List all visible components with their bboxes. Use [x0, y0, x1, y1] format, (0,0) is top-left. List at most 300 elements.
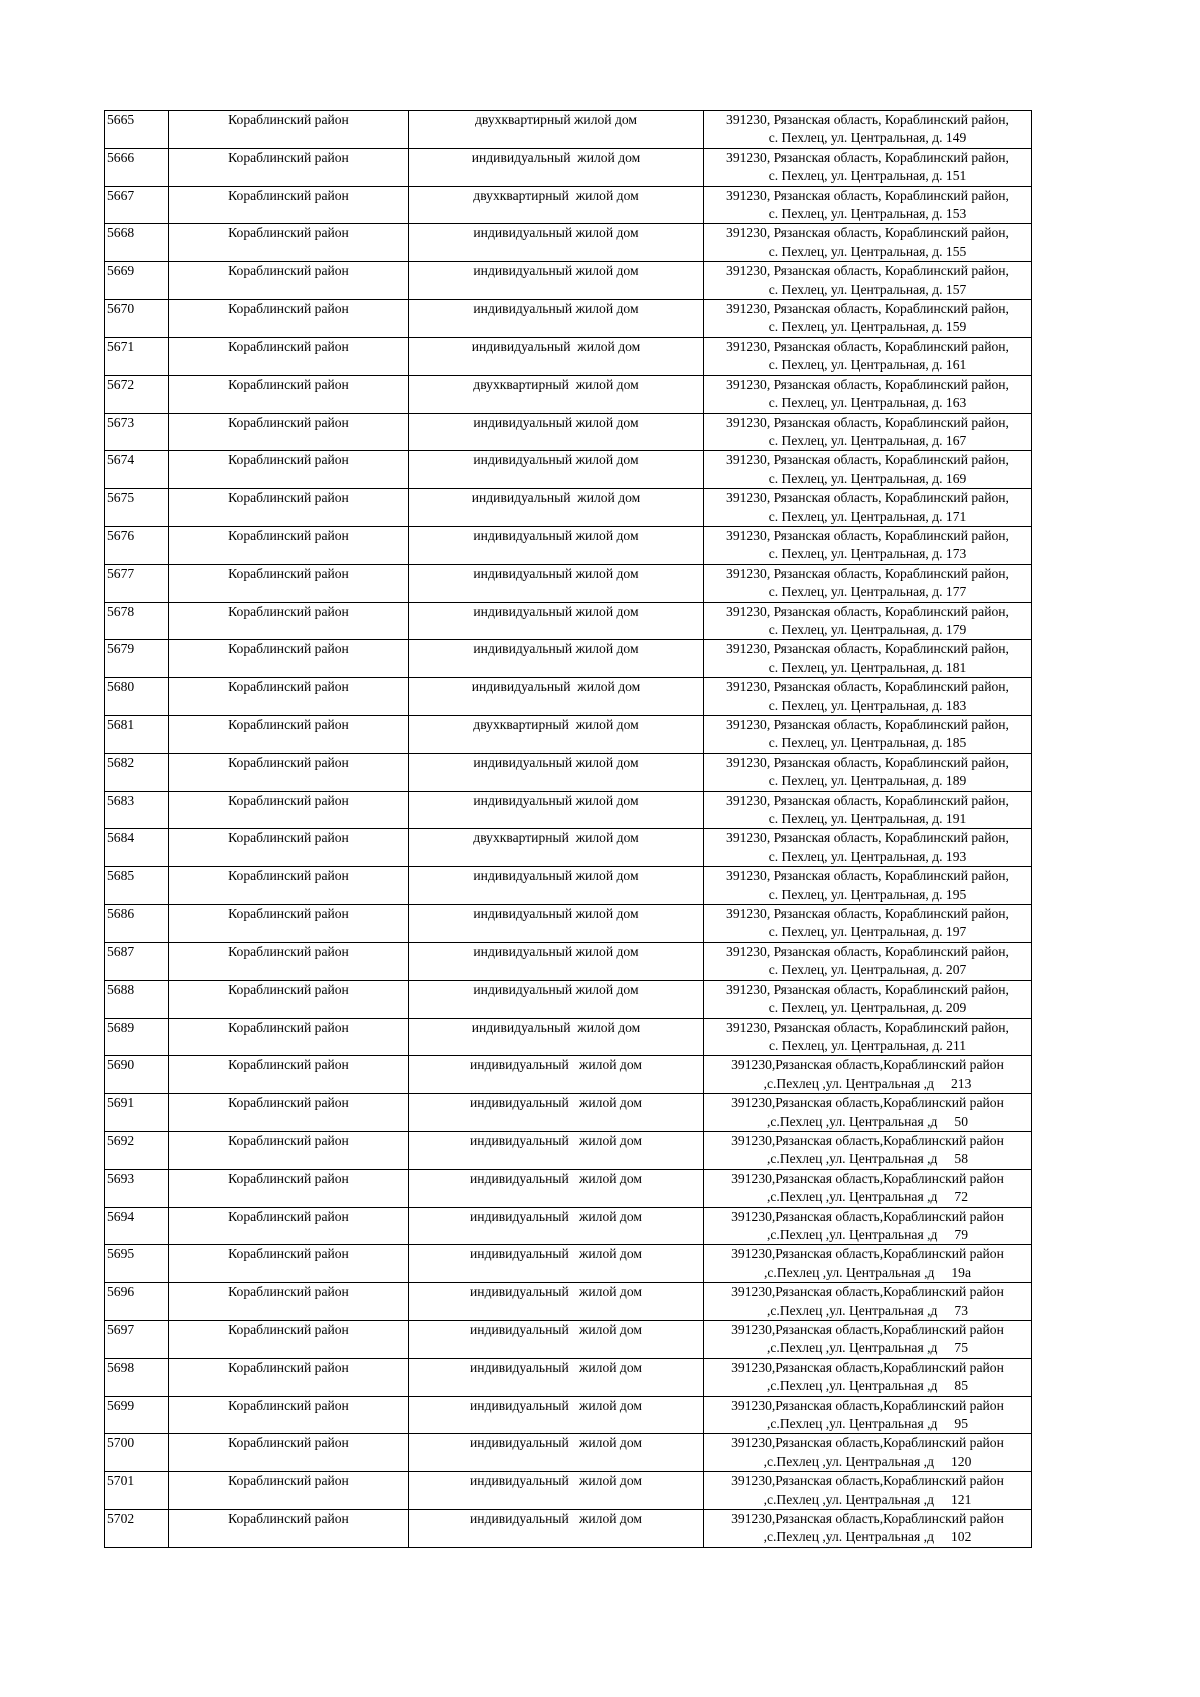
- district-name: Кораблинский район: [228, 490, 349, 506]
- building-type-cell: [409, 867, 704, 905]
- record-number: 5689: [107, 1019, 135, 1035]
- record-number: 5678: [107, 603, 135, 619]
- building-type-cell: [409, 905, 704, 943]
- record-number: 5676: [107, 527, 135, 543]
- address-cell: [704, 300, 1032, 338]
- building-type-cell: [409, 602, 704, 640]
- table-row: [105, 1131, 1032, 1169]
- record-number-cell: [105, 300, 169, 338]
- address-cell: [704, 1056, 1032, 1094]
- record-number-cell: [105, 1131, 169, 1169]
- district-cell: [169, 678, 409, 716]
- district-cell: [169, 980, 409, 1018]
- address-cell: [704, 1510, 1032, 1548]
- district-cell: [169, 640, 409, 678]
- record-number-cell: [105, 1283, 169, 1321]
- record-number: 5699: [107, 1397, 135, 1413]
- address-line-1: 391230, Рязанская область, Кораблинский район,: [726, 452, 1009, 468]
- district-cell: [169, 942, 409, 980]
- address-line-1: 391230, Рязанская область, Кораблинский район,: [726, 187, 1009, 203]
- address-line-1: 391230,Рязанская область,Кораблинский район: [731, 1246, 1004, 1262]
- address-line-2: с. Пехлец, ул. Центральная, д. 173: [768, 546, 967, 562]
- address-cell: [704, 980, 1032, 1018]
- district-name: Кораблинский район: [228, 1208, 349, 1224]
- table-row: [105, 375, 1032, 413]
- record-number-cell: [105, 753, 169, 791]
- record-number-cell: [105, 867, 169, 905]
- district-cell: [169, 564, 409, 602]
- district-name: Кораблинский район: [228, 452, 349, 468]
- record-number-cell: [105, 375, 169, 413]
- building-type: индивидуальный жилой дом: [470, 1435, 642, 1451]
- building-type: двухквартирный жилой дом: [473, 830, 639, 846]
- record-number: 5701: [107, 1473, 135, 1489]
- district-name: Кораблинский район: [228, 1359, 349, 1375]
- district-cell: [169, 602, 409, 640]
- district-name: Кораблинский район: [228, 906, 349, 922]
- table-row: [105, 1056, 1032, 1094]
- address-line-2: с. Пехлец, ул. Центральная, д. 163: [768, 395, 967, 411]
- record-number-cell: [105, 716, 169, 754]
- table-row: [105, 1094, 1032, 1132]
- address-cell: [704, 1472, 1032, 1510]
- address-cell: [704, 148, 1032, 186]
- building-type: индивидуальный жилой дом: [471, 679, 641, 695]
- building-type: индивидуальный жилой дом: [473, 301, 639, 317]
- building-type: индивидуальный жилой дом: [470, 1170, 642, 1186]
- address-cell: [704, 564, 1032, 602]
- table-row: [105, 640, 1032, 678]
- record-number-cell: [105, 1510, 169, 1548]
- record-number: 5691: [107, 1095, 135, 1111]
- address-line-2: с. Пехлец, ул. Центральная, д. 169: [768, 470, 967, 486]
- address-line-1: 391230,Рязанская область,Кораблинский район: [731, 1397, 1004, 1413]
- table-row: [105, 716, 1032, 754]
- record-number: 5692: [107, 1132, 135, 1148]
- district-name: Кораблинский район: [228, 1095, 349, 1111]
- record-number: 5694: [107, 1208, 135, 1224]
- building-type: индивидуальный жилой дом: [470, 1322, 642, 1337]
- address-line-1: 391230,Рязанская область,Кораблинский район: [731, 1208, 1004, 1224]
- district-cell: [169, 1510, 409, 1548]
- record-number: 5683: [107, 792, 135, 808]
- building-type-cell: [409, 1207, 704, 1245]
- address-line-1: 391230, Рязанская область, Кораблинский район,: [726, 1019, 1009, 1035]
- table-row: [105, 262, 1032, 300]
- address-line-2: ,с.Пехлец ,ул. Центральная ,д 79: [767, 1226, 968, 1242]
- address-cell: [704, 451, 1032, 489]
- building-type: индивидуальный жилой дом: [473, 943, 639, 959]
- district-cell: [169, 224, 409, 262]
- building-type: индивидуальный жилой дом: [470, 1284, 642, 1300]
- district-name: Кораблинский район: [228, 1473, 349, 1489]
- district-cell: [169, 148, 409, 186]
- address-line-1: 391230,Рязанская область,Кораблинский район: [731, 1435, 1004, 1451]
- address-line-2: с. Пехлец, ул. Центральная, д. 151: [768, 168, 967, 184]
- district-cell: [169, 489, 409, 527]
- address-line-2: с. Пехлец, ул. Центральная, д. 155: [768, 243, 967, 259]
- address-line-2: с. Пехлец, ул. Центральная, д. 179: [768, 621, 967, 637]
- address-cell: [704, 111, 1032, 149]
- district-name: Кораблинский район: [228, 1170, 349, 1186]
- address-line-1: 391230, Рязанская область, Кораблинский район,: [726, 906, 1009, 922]
- address-line-1: 391230,Рязанская область,Кораблинский район: [731, 1095, 1004, 1111]
- address-line-1: 391230,Рязанская область,Кораблинский район: [731, 1322, 1004, 1337]
- address-cell: [704, 489, 1032, 527]
- address-line-1: 391230,Рязанская область,Кораблинский район: [731, 1473, 1004, 1489]
- address-cell: [704, 716, 1032, 754]
- address-cell: [704, 186, 1032, 224]
- address-cell: [704, 1131, 1032, 1169]
- building-type-cell: [409, 224, 704, 262]
- building-type: индивидуальный жилой дом: [473, 641, 639, 657]
- record-number-cell: [105, 791, 169, 829]
- building-type: индивидуальный жилой дом: [473, 565, 639, 581]
- building-type-cell: [409, 413, 704, 451]
- address-line-1: 391230, Рязанская область, Кораблинский район,: [726, 527, 1009, 543]
- table-row: [105, 1510, 1032, 1548]
- record-number-cell: [105, 640, 169, 678]
- district-cell: [169, 1207, 409, 1245]
- record-number: 5682: [107, 754, 135, 770]
- district-cell: [169, 791, 409, 829]
- record-number: 5673: [107, 414, 135, 430]
- address-line-2: ,с.Пехлец ,ул. Центральная ,д 73: [767, 1302, 968, 1318]
- record-number: 5687: [107, 943, 135, 959]
- address-line-1: 391230, Рязанская область, Кораблинский район,: [726, 830, 1009, 846]
- address-cell: [704, 1094, 1032, 1132]
- building-type-cell: [409, 375, 704, 413]
- building-type-cell: [409, 1056, 704, 1094]
- table-row: [105, 980, 1032, 1018]
- record-number-cell: [105, 489, 169, 527]
- building-type-cell: [409, 564, 704, 602]
- address-line-1: 391230, Рязанская область, Кораблинский район,: [726, 338, 1009, 354]
- district-name: Кораблинский район: [228, 792, 349, 808]
- address-cell: [704, 337, 1032, 375]
- address-line-2: ,с.Пехлец ,ул. Центральная ,д 102: [763, 1529, 972, 1545]
- record-number: 5697: [107, 1322, 135, 1337]
- district-cell: [169, 186, 409, 224]
- record-number-cell: [105, 1396, 169, 1434]
- record-number-cell: [105, 186, 169, 224]
- address-line-2: с. Пехлец, ул. Центральная, д. 209: [768, 1000, 967, 1016]
- record-number: 5666: [107, 149, 135, 165]
- address-line-1: 391230,Рязанская область,Кораблинский район: [731, 1057, 1004, 1073]
- district-name: Кораблинский район: [228, 263, 349, 279]
- address-line-2: с. Пехлец, ул. Центральная, д. 159: [768, 319, 967, 335]
- building-type-cell: [409, 1283, 704, 1321]
- table-row: [105, 186, 1032, 224]
- building-type: индивидуальный жилой дом: [473, 527, 639, 543]
- address-line-1: 391230, Рязанская область, Кораблинский район,: [726, 149, 1009, 165]
- district-cell: [169, 1094, 409, 1132]
- district-name: Кораблинский район: [228, 1435, 349, 1451]
- record-number-cell: [105, 1321, 169, 1359]
- address-cell: [704, 1018, 1032, 1056]
- address-line-2: с. Пехлец, ул. Центральная, д. 189: [768, 773, 967, 789]
- table-row: [105, 489, 1032, 527]
- record-number: 5669: [107, 263, 135, 279]
- district-name: Кораблинский район: [228, 830, 349, 846]
- record-number: 5672: [107, 376, 135, 392]
- district-name: Кораблинский район: [228, 1132, 349, 1148]
- district-name: Кораблинский район: [228, 1511, 349, 1527]
- address-cell: [704, 1245, 1032, 1283]
- district-cell: [169, 829, 409, 867]
- district-name: Кораблинский район: [228, 338, 349, 354]
- district-cell: [169, 262, 409, 300]
- record-number-cell: [105, 148, 169, 186]
- record-number-cell: [105, 224, 169, 262]
- table-row: [105, 1245, 1032, 1283]
- building-type-cell: [409, 337, 704, 375]
- address-line-1: 391230, Рязанская область, Кораблинский район,: [726, 376, 1009, 392]
- record-number: 5680: [107, 679, 135, 695]
- record-number: 5679: [107, 641, 135, 657]
- building-type: индивидуальный жилой дом: [470, 1359, 642, 1375]
- address-line-1: 391230, Рязанская область, Кораблинский район,: [726, 641, 1009, 657]
- address-line-2: ,с.Пехлец ,ул. Центральная ,д 121: [763, 1491, 972, 1507]
- record-number-cell: [105, 1472, 169, 1510]
- address-cell: [704, 1434, 1032, 1472]
- address-line-2: ,с.Пехлец ,ул. Центральная ,д 213: [763, 1075, 972, 1091]
- building-type: индивидуальный жилой дом: [473, 754, 639, 770]
- address-line-1: 391230, Рязанская область, Кораблинский район,: [726, 981, 1009, 997]
- record-number-cell: [105, 942, 169, 980]
- address-cell: [704, 829, 1032, 867]
- record-number-cell: [105, 1169, 169, 1207]
- district-name: Кораблинский район: [228, 717, 349, 732]
- district-name: Кораблинский район: [228, 149, 349, 165]
- address-line-2: с. Пехлец, ул. Центральная, д. 171: [768, 508, 967, 524]
- district-name: Кораблинский район: [228, 1019, 349, 1035]
- district-name: Кораблинский район: [228, 1322, 349, 1337]
- building-type: индивидуальный жилой дом: [470, 1095, 642, 1111]
- district-name: Кораблинский район: [228, 414, 349, 430]
- address-cell: [704, 867, 1032, 905]
- record-number-cell: [105, 1056, 169, 1094]
- district-cell: [169, 905, 409, 943]
- district-cell: [169, 413, 409, 451]
- table-row: [105, 1472, 1032, 1510]
- building-type: двухквартирный жилой дом: [473, 376, 639, 392]
- district-name: Кораблинский район: [228, 565, 349, 581]
- building-type: индивидуальный жилой дом: [473, 414, 639, 430]
- building-type: индивидуальный жилой дом: [470, 1057, 642, 1073]
- district-cell: [169, 1056, 409, 1094]
- district-name: Кораблинский район: [228, 641, 349, 657]
- address-line-1: 391230, Рязанская область, Кораблинский район,: [726, 112, 1009, 127]
- building-type: индивидуальный жилой дом: [470, 1473, 642, 1489]
- district-name: Кораблинский район: [228, 1246, 349, 1262]
- address-cell: [704, 1207, 1032, 1245]
- address-line-1: 391230, Рязанская область, Кораблинский район,: [726, 490, 1009, 506]
- address-line-1: 391230, Рязанская область, Кораблинский район,: [726, 792, 1009, 808]
- table-row: [105, 602, 1032, 640]
- record-number-cell: [105, 905, 169, 943]
- address-line-1: 391230,Рязанская область,Кораблинский район: [731, 1359, 1004, 1375]
- address-cell: [704, 753, 1032, 791]
- table-row: [105, 526, 1032, 564]
- building-type: индивидуальный жилой дом: [473, 906, 639, 922]
- district-name: Кораблинский район: [228, 754, 349, 770]
- district-cell: [169, 1131, 409, 1169]
- record-number: 5688: [107, 981, 135, 997]
- building-type-cell: [409, 1472, 704, 1510]
- address-line-2: ,с.Пехлец ,ул. Центральная ,д 85: [767, 1378, 968, 1394]
- building-type-cell: [409, 791, 704, 829]
- table-row: [105, 1283, 1032, 1321]
- address-line-1: 391230, Рязанская область, Кораблинский район,: [726, 868, 1009, 884]
- building-type-cell: [409, 1018, 704, 1056]
- table-body: [105, 111, 1032, 1548]
- table-row: [105, 753, 1032, 791]
- address-line-1: 391230,Рязанская область,Кораблинский район: [731, 1511, 1004, 1527]
- address-cell: [704, 1396, 1032, 1434]
- address-cell: [704, 1283, 1032, 1321]
- building-type-cell: [409, 111, 704, 149]
- address-cell: [704, 905, 1032, 943]
- building-type-cell: [409, 829, 704, 867]
- address-line-2: с. Пехлец, ул. Центральная, д. 153: [768, 206, 967, 222]
- building-type: индивидуальный жилой дом: [470, 1397, 642, 1413]
- record-number-cell: [105, 413, 169, 451]
- district-cell: [169, 300, 409, 338]
- table-row: [105, 1396, 1032, 1434]
- district-name: Кораблинский район: [228, 225, 349, 241]
- address-cell: [704, 678, 1032, 716]
- building-type: индивидуальный жилой дом: [471, 490, 641, 506]
- table-row: [105, 678, 1032, 716]
- address-line-1: 391230, Рязанская область, Кораблинский район,: [726, 414, 1009, 430]
- building-type-cell: [409, 451, 704, 489]
- record-number-cell: [105, 602, 169, 640]
- table-row: [105, 564, 1032, 602]
- district-name: Кораблинский район: [228, 527, 349, 543]
- building-type-cell: [409, 489, 704, 527]
- building-type-cell: [409, 980, 704, 1018]
- address-cell: [704, 1358, 1032, 1396]
- building-type-cell: [409, 1358, 704, 1396]
- table-row: [105, 867, 1032, 905]
- district-cell: [169, 1018, 409, 1056]
- building-type-cell: [409, 300, 704, 338]
- address-cell: [704, 224, 1032, 262]
- address-cell: [704, 602, 1032, 640]
- building-type-cell: [409, 942, 704, 980]
- district-name: Кораблинский район: [228, 112, 349, 127]
- district-name: Кораблинский район: [228, 376, 349, 392]
- district-name: Кораблинский район: [228, 868, 349, 884]
- address-line-2: с. Пехлец, ул. Центральная, д. 181: [768, 659, 967, 675]
- record-number-cell: [105, 678, 169, 716]
- address-line-2: с. Пехлец, ул. Центральная, д. 197: [768, 924, 967, 940]
- building-type: индивидуальный жилой дом: [470, 1511, 642, 1527]
- address-line-1: 391230, Рязанская область, Кораблинский район,: [726, 263, 1009, 279]
- address-line-1: 391230, Рязанская область, Кораблинский район,: [726, 301, 1009, 317]
- address-line-1: 391230, Рязанская область, Кораблинский район,: [726, 679, 1009, 695]
- table-row: [105, 1321, 1032, 1359]
- building-type-cell: [409, 1245, 704, 1283]
- building-type-cell: [409, 1510, 704, 1548]
- record-number: 5681: [107, 717, 135, 732]
- record-number-cell: [105, 1358, 169, 1396]
- record-number: 5667: [107, 187, 135, 203]
- district-cell: [169, 375, 409, 413]
- record-number: 5671: [107, 338, 135, 354]
- table-row: [105, 148, 1032, 186]
- address-line-2: с. Пехлец, ул. Центральная, д. 161: [768, 357, 967, 373]
- building-type-cell: [409, 640, 704, 678]
- district-cell: [169, 1396, 409, 1434]
- district-cell: [169, 111, 409, 149]
- address-line-1: 391230,Рязанская область,Кораблинский район: [731, 1170, 1004, 1186]
- record-number-cell: [105, 1094, 169, 1132]
- building-type: индивидуальный жилой дом: [470, 1208, 642, 1224]
- address-line-1: 391230, Рязанская область, Кораблинский район,: [726, 565, 1009, 581]
- record-number-cell: [105, 980, 169, 1018]
- address-line-2: с. Пехлец, ул. Центральная, д. 167: [768, 432, 967, 448]
- table-row: [105, 1434, 1032, 1472]
- record-number-cell: [105, 111, 169, 149]
- address-line-2: с. Пехлец, ул. Центральная, д. 207: [768, 962, 967, 978]
- building-type: индивидуальный жилой дом: [470, 1246, 642, 1262]
- record-number-cell: [105, 1207, 169, 1245]
- district-cell: [169, 451, 409, 489]
- record-number: 5693: [107, 1170, 135, 1186]
- record-number: 5665: [107, 112, 135, 127]
- table-row: [105, 1169, 1032, 1207]
- building-type-cell: [409, 1321, 704, 1359]
- address-line-2: с. Пехлец, ул. Центральная, д. 157: [768, 281, 967, 297]
- record-number: 5702: [107, 1511, 135, 1527]
- building-type: индивидуальный жилой дом: [473, 452, 639, 468]
- address-line-2: ,с.Пехлец ,ул. Центральная ,д 120: [763, 1453, 972, 1469]
- district-cell: [169, 1245, 409, 1283]
- building-type: индивидуальный жилой дом: [473, 792, 639, 808]
- record-number: 5684: [107, 830, 135, 846]
- address-line-1: 391230,Рязанская область,Кораблинский район: [731, 1284, 1004, 1300]
- table-row: [105, 1018, 1032, 1056]
- address-line-1: 391230, Рязанская область, Кораблинский район,: [726, 754, 1009, 770]
- record-number: 5696: [107, 1284, 135, 1300]
- address-cell: [704, 1169, 1032, 1207]
- address-cell: [704, 942, 1032, 980]
- address-line-2: ,с.Пехлец ,ул. Центральная ,д 95: [767, 1416, 968, 1432]
- building-type: двухквартирный жилой дом: [473, 717, 639, 732]
- district-cell: [169, 1472, 409, 1510]
- record-number: 5674: [107, 452, 135, 468]
- address-line-2: ,с.Пехлец ,ул. Центральная ,д 58: [767, 1151, 968, 1167]
- district-cell: [169, 716, 409, 754]
- district-cell: [169, 1434, 409, 1472]
- record-number-cell: [105, 829, 169, 867]
- record-number-cell: [105, 451, 169, 489]
- district-cell: [169, 526, 409, 564]
- record-number: 5670: [107, 301, 135, 317]
- address-cell: [704, 640, 1032, 678]
- housing-registry-table: [104, 110, 1032, 1548]
- building-type: индивидуальный жилой дом: [473, 981, 639, 997]
- address-line-2: с. Пехлец, ул. Центральная, д. 193: [768, 848, 967, 864]
- address-line-2: с. Пехлец, ул. Центральная, д. 183: [768, 697, 967, 713]
- address-cell: [704, 526, 1032, 564]
- document-page: [104, 110, 1031, 1548]
- building-type: индивидуальный жилой дом: [471, 149, 641, 165]
- address-cell: [704, 1321, 1032, 1359]
- district-name: Кораблинский район: [228, 1057, 349, 1073]
